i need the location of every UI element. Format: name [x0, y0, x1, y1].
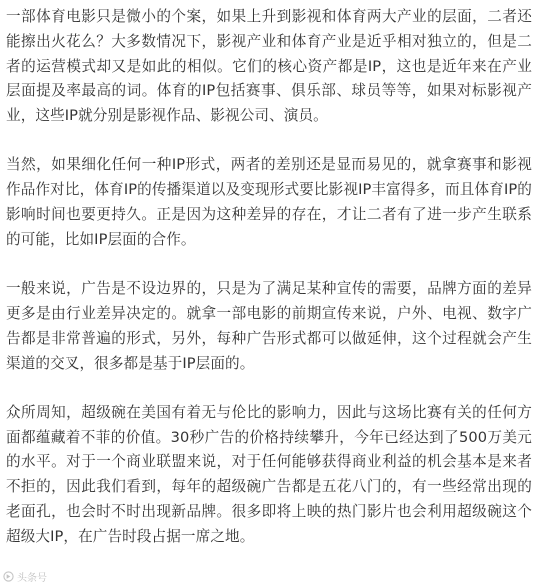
paragraph-2: 当然，如果细化任何一种IP形式，两者的差别还是显而易见的，就拿赛事和影视作品作对比，体育IP的传播渠道以及变现形式要比影视IP丰富得多，而且体育IP的影响时间也要更持久。正是因为这种差异的存在，才让二者有了进一步产生联系的可能，比如IP层面的合作。 — [6, 156, 532, 248]
paragraph-4: 众所周知，超级碗在美国有着无与伦比的影响力，因此与这场比赛有关的任何方面都蕴藏着不菲的价值。30秒广告的价格持续攀升，今年已经达到了500万美元的水平。对于一个商业联盟来说，对于任何能够获得商业利益的机会基本是来者不拒的，因此我们看到，每年的超级碗广告都是五花八门的，有一些经常出现的老面孔，也会时不时出现新品牌。很多即将上映的热门影片也会利用超级碗这个超级大IP，在广告时段占据一席之地。 — [6, 403, 532, 545]
watermark — [3, 569, 47, 584]
paragraph-1: 一部体育电影只是微小的个案，如果上升到影视和体育两大产业的层面，二者还能擦出火花么？大多数情况下，影视产业和体育产业是近乎相对独立的，但是二者的运营模式却又是如此的相似。它们的核心资产都是IP，这也是近年来在产业层面提及率最高的词。体育的IP包括赛事、俱乐部、球员等等，如果对标影视产业，这些IP就分别是影视作品、影视公司、演员。 — [6, 8, 532, 125]
article-body — [6, 5, 532, 550]
watermark-logo-icon — [3, 571, 14, 582]
paragraph-3: 一般来说，广告是不设边界的，只是为了满足某种宣传的需要，品牌方面的差异更多是由行业差异决定的。就拿一部电影的前期宣传来说，户外、电视、数字广告都是非常普遍的形式，另外，每种广告形式都可以做延伸，这个过程就会产生渠道的交叉，很多都是基于IP层面的。 — [6, 280, 532, 372]
watermark-text: 头条号 — [17, 573, 47, 584]
